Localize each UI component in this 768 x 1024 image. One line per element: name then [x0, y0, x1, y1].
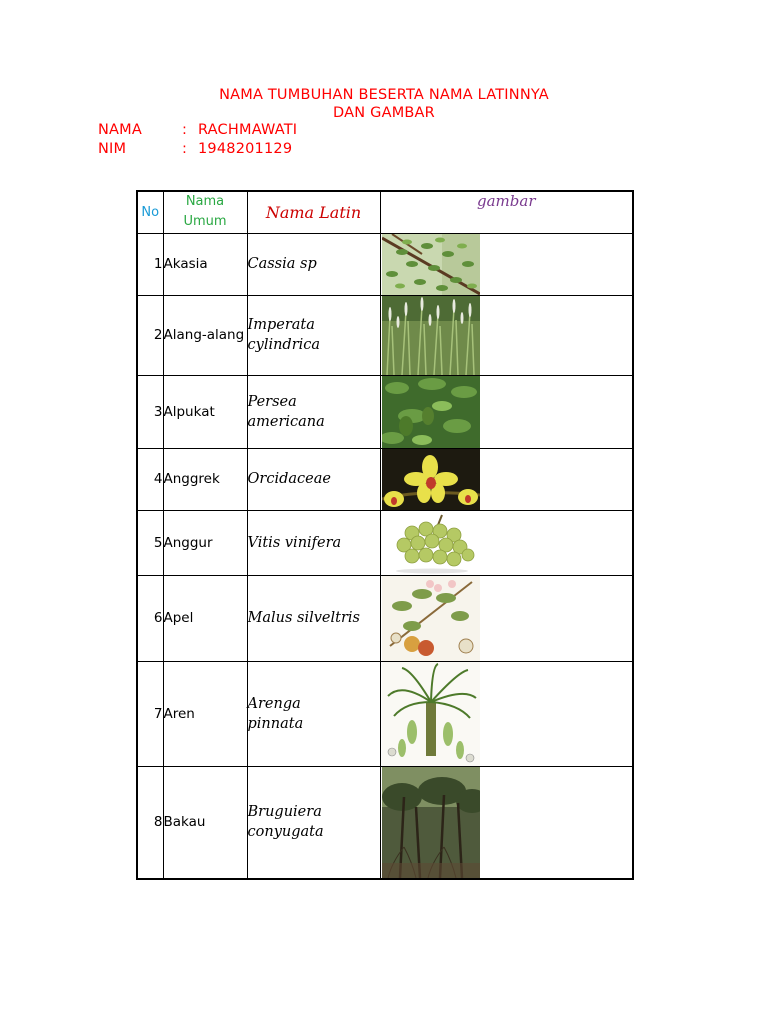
- common-name: Akasia: [163, 233, 247, 295]
- latin-name-line-2: conyugata: [247, 824, 324, 840]
- table-row: [137, 233, 633, 295]
- latin-name: [247, 233, 380, 295]
- nim-value: 1948201129: [198, 141, 293, 157]
- header-nama-umum-line-2: Umum: [183, 214, 227, 230]
- common-name: Bakau: [163, 766, 247, 879]
- latin-name-line-1: Vitis vinifera: [247, 534, 342, 551]
- row-number: 8: [137, 766, 163, 879]
- table-row: [137, 766, 633, 879]
- header-no: No: [137, 191, 163, 233]
- nim-separator: :: [182, 141, 188, 157]
- latin-name-line-2: pinnata: [247, 715, 304, 732]
- latin-name: [247, 661, 380, 766]
- row-number: 3: [137, 375, 163, 448]
- image-cell: [380, 661, 633, 766]
- table-row: [137, 510, 633, 575]
- image-cell: [380, 233, 633, 295]
- image-cell: [380, 575, 633, 661]
- table-row: [137, 575, 633, 661]
- latin-name-line-1: Malus silveltris: [247, 610, 360, 626]
- common-name: Alpukat: [163, 375, 247, 448]
- apple-botanical-illustration: [382, 576, 480, 661]
- latin-name-line-1: Orcidaceae: [247, 471, 331, 487]
- latin-name-line-2: cylindrica: [247, 337, 321, 353]
- common-name: Anggrek: [163, 448, 247, 510]
- row-number: 5: [137, 510, 163, 575]
- plant-table: [136, 190, 634, 880]
- common-name: Anggur: [163, 510, 247, 575]
- row-number: 2: [137, 295, 163, 375]
- image-cell: [380, 375, 633, 448]
- common-name: Apel: [163, 575, 247, 661]
- header-nama-latin: Nama Latin: [247, 191, 380, 233]
- orchid-flower-photo: [382, 449, 480, 510]
- header-gambar: gambar: [380, 191, 633, 233]
- latin-name: [247, 575, 380, 661]
- row-number: 4: [137, 448, 163, 510]
- latin-name: [247, 510, 380, 575]
- latin-name: [247, 448, 380, 510]
- nim-line: [98, 141, 292, 157]
- avocado-tree-photo: [382, 376, 480, 448]
- nama-value: RACHMAWATI: [198, 122, 298, 138]
- green-grapes-photo: [382, 511, 480, 575]
- nim-label: NIM: [98, 141, 127, 157]
- acacia-leaves-photo: [382, 234, 480, 295]
- table-row: [137, 295, 633, 375]
- latin-name-line-1: Imperata: [247, 317, 315, 333]
- document-title-line-1: NAMA TUMBUHAN BESERTA NAMA LATINNYA: [219, 87, 549, 103]
- header-nama-umum-line-1: Nama: [185, 194, 225, 210]
- latin-name: [247, 766, 380, 879]
- nama-label: NAMA: [98, 122, 142, 138]
- image-cell: [380, 766, 633, 879]
- nama-line: [98, 122, 297, 138]
- latin-name-line-1: Arenga: [247, 695, 301, 712]
- grass-field-photo: [382, 296, 480, 375]
- image-cell: [380, 448, 633, 510]
- table-row: [137, 375, 633, 448]
- nama-separator: :: [182, 122, 188, 138]
- table-row: [137, 661, 633, 766]
- latin-name-line-1: Cassia sp: [247, 256, 317, 272]
- latin-name-line-1: Persea: [247, 393, 297, 410]
- latin-name: [247, 295, 380, 375]
- row-number: 6: [137, 575, 163, 661]
- common-name: Aren: [163, 661, 247, 766]
- latin-name-line-2: americana: [247, 413, 325, 430]
- mangrove-forest-photo: [382, 767, 480, 878]
- header-nama-umum: [163, 191, 247, 233]
- row-number: 7: [137, 661, 163, 766]
- row-number: 1: [137, 233, 163, 295]
- latin-name: [247, 375, 380, 448]
- document-title-line-2: DAN GAMBAR: [333, 105, 435, 121]
- common-name: Alang-alang: [163, 295, 247, 375]
- image-cell: [380, 510, 633, 575]
- sugar-palm-botanical-illustration: [382, 662, 480, 766]
- table-header-row: [137, 191, 633, 233]
- image-cell: [380, 295, 633, 375]
- latin-name-line-1: Bruguiera: [247, 804, 322, 820]
- table-row: [137, 448, 633, 510]
